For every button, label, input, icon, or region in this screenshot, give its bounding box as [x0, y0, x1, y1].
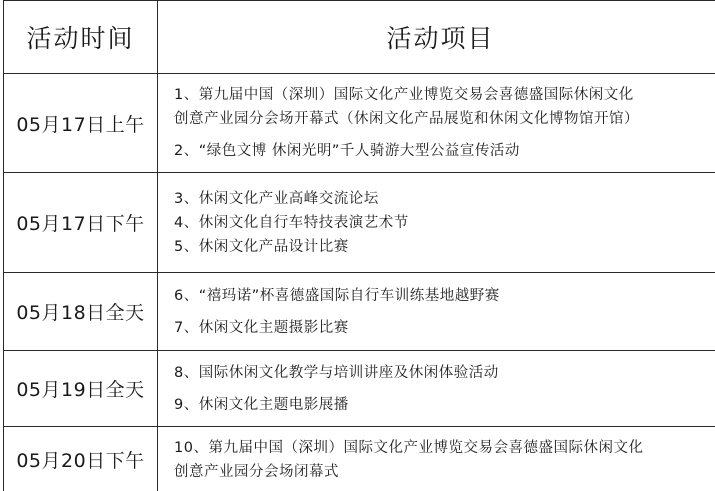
time-cell: 05月19日全天	[4, 351, 158, 427]
item-line: 1、第九届中国（深圳）国际文化产业博览交易会喜德盛国际休闲文化	[174, 87, 634, 103]
item-line: 9、休闲文化主题电影展播	[174, 396, 349, 413]
item-line: 5、休闲文化产品设计比赛	[174, 238, 349, 255]
header-project: 活动项目	[158, 1, 715, 74]
list-item	[174, 139, 715, 163]
item-line: 创意产业园分会场开幕式（休闲文化产品展览和休闲文化博物馆开馆）	[174, 111, 639, 127]
time-cell: 05月20日下午	[4, 427, 158, 491]
item-line: 4、休闲文化自行车特技表演艺术节	[174, 214, 409, 231]
list-item	[174, 361, 715, 385]
time-cell: 05月17日下午	[4, 173, 158, 273]
items-cell	[158, 273, 715, 351]
item-line: 10、第九届中国（深圳）国际文化产业博览交易会喜德盛国际休闲文化	[174, 439, 644, 456]
time-cell: 05月17日上午	[4, 74, 158, 173]
header-time: 活动时间	[4, 1, 158, 74]
table-row	[4, 427, 715, 491]
table-row	[4, 173, 715, 273]
table-row	[4, 351, 715, 427]
list-item	[174, 83, 715, 131]
item-line: 6、“禧玛诺”杯喜德盛国际自行车训练基地越野赛	[174, 287, 500, 304]
table-row	[4, 74, 715, 173]
header-row	[4, 1, 715, 74]
items-cell	[158, 74, 715, 173]
list-item	[174, 235, 715, 259]
time-cell: 05月18日全天	[4, 273, 158, 351]
list-item	[174, 187, 715, 211]
schedule-table	[3, 0, 715, 491]
list-item	[174, 316, 715, 340]
list-item	[174, 211, 715, 235]
list-item	[174, 436, 715, 484]
table-row	[4, 273, 715, 351]
list-item	[174, 393, 715, 417]
item-line: 2、“绿色文博 休闲光明”千人骑游大型公益宣传活动	[174, 143, 520, 159]
item-line: 创意产业园分会场闭幕式	[174, 463, 339, 480]
items-cell	[158, 173, 715, 273]
item-line: 7、休闲文化主题摄影比赛	[174, 319, 349, 336]
items-cell	[158, 427, 715, 491]
item-line: 3、休闲文化产业高峰交流论坛	[174, 190, 379, 207]
item-line: 8、国际休闲文化教学与培训讲座及休闲体验活动	[174, 364, 499, 381]
items-cell	[158, 351, 715, 427]
list-item	[174, 284, 715, 308]
